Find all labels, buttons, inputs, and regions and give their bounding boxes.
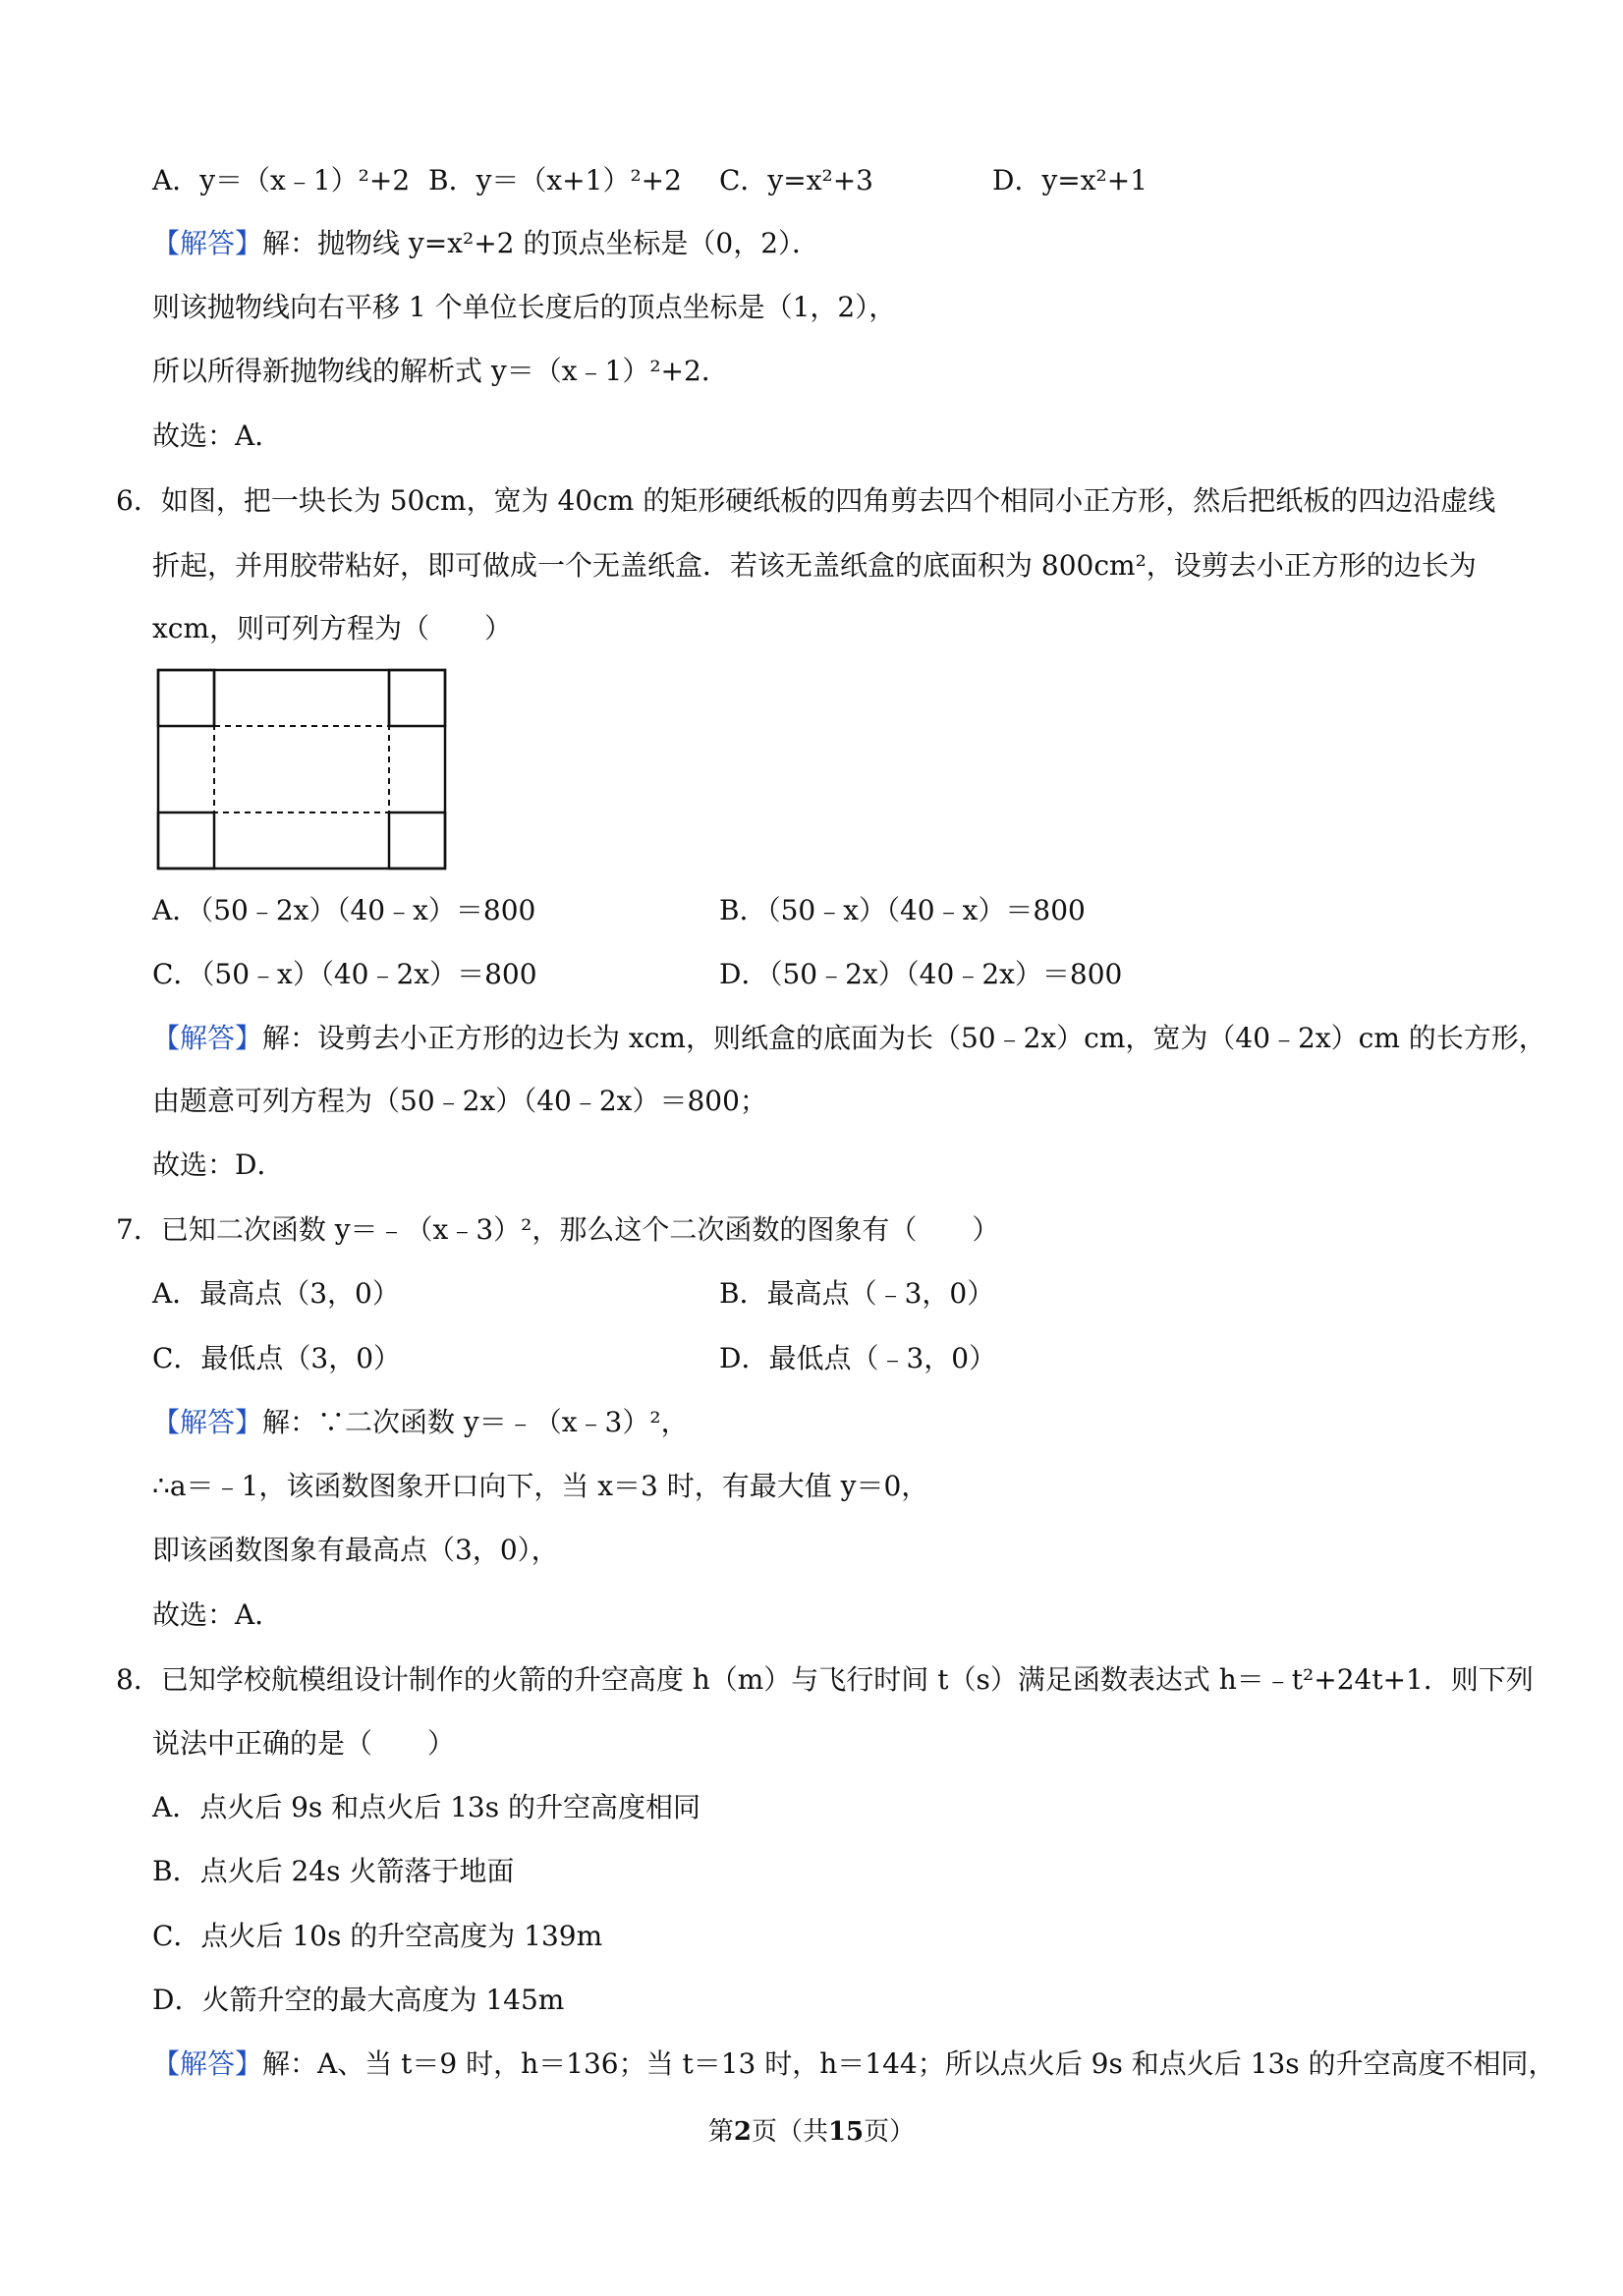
q6-question-line-2: 折起，并用胶带粘好，即可做成一个无盖纸盒．若该无盖纸盒的底面积为 800cm²，设剪去小正方形的边长为: [152, 549, 1477, 582]
q7-option-b: B．最高点（﹣3，0）: [719, 1277, 995, 1310]
q5-option-c: C．y=x²+3: [719, 164, 873, 196]
q5-answer-line-4: 故选：A．: [152, 420, 283, 452]
q7-answer-line-2: ∴a＝﹣1，该函数图象开口向下，当 x＝3 时，有最大值 y＝0，: [152, 1470, 929, 1502]
q6-answer-line-3: 故选：D．: [152, 1148, 285, 1181]
q5-option-b: B．y＝（x+1）²+2: [428, 164, 682, 196]
corner-square-bottom-right: [389, 812, 445, 868]
q6-option-d: D．（50﹣2x）（40﹣2x）＝800: [719, 958, 1123, 990]
q5-answer-line-2: 则该抛物线向右平移 1 个单位长度后的顶点坐标是（1，2），: [152, 291, 897, 323]
q7-answer-tag: 【解答】: [152, 1406, 263, 1438]
q6-question-line-1: 6．如图，把一块长为 50cm，宽为 40cm 的矩形硬纸板的四角剪去四个相同小正方形，然后把纸板的四边沿虚线: [116, 484, 1496, 517]
q5-option-a: A．y＝（x﹣1）²+2: [152, 164, 411, 196]
q7-answer-line-3: 即该函数图象有最高点（3，0），: [152, 1534, 559, 1566]
corner-square-top-right: [389, 670, 445, 726]
q6-answer-tag: 【解答】: [152, 1022, 263, 1054]
corner-square-top-left: [158, 670, 214, 726]
q7-option-d: D．最低点（﹣3，0）: [719, 1342, 997, 1374]
q7-question-line-1: 7．已知二次函数 y＝﹣（x﹣3）²，那么这个二次函数的图象有（ ）: [116, 1213, 1000, 1246]
q5-answer-line-3: 所以所得新抛物线的解析式 y＝（x﹣1）²+2．: [152, 355, 729, 387]
q5-option-d: D．y=x²+1: [992, 164, 1148, 196]
q7-option-c: C．最低点（3，0）: [152, 1342, 402, 1374]
q5-answer-line-1: 【解答】解：抛物线 y=x²+2 的顶点坐标是（0，2）．: [152, 227, 820, 259]
page-number: 2: [733, 2117, 752, 2147]
q7-answer-line-4: 故选：A．: [152, 1598, 283, 1631]
q6-option-b: B．（50﹣x）（40﹣x）＝800: [719, 894, 1086, 926]
q6-answer-line-1: 【解答】解：设剪去小正方形的边长为 xcm，则纸盒的底面为长（50﹣2x）cm，宽为（40﹣2x）cm 的长方形，: [152, 1022, 1546, 1054]
cardboard-outline: [158, 670, 445, 868]
q7-answer-line-1: 【解答】解：∵二次函数 y＝﹣（x﹣3）²，: [152, 1406, 689, 1438]
q6-answer-line-2: 由题意可列方程为（50﹣2x）（40﹣2x）＝800；: [152, 1085, 767, 1117]
corner-square-bottom-left: [158, 812, 214, 868]
q8-option-d: D．火箭升空的最大高度为 145m: [152, 1984, 565, 2016]
q6-option-a: A．（50﹣2x）（40﹣x）＝800: [152, 894, 536, 926]
q8-answer-line-1: 【解答】解：A、当 t＝9 时，h＝136；当 t＝13 时，h＝144；所以点火后 9s 和点火后 13s 的升空高度不相同，: [152, 2047, 1556, 2080]
fold-dashed-rectangle: [214, 726, 389, 812]
page-total: 15: [827, 2117, 865, 2147]
q5-answer-tag: 【解答】: [152, 227, 263, 259]
page-footer: 第2页（共15页）: [707, 2117, 916, 2147]
q8-question-line-2: 说法中正确的是（ ）: [152, 1727, 456, 1760]
q8-question-line-1: 8．已知学校航模组设计制作的火箭的升空高度 h（m）与飞行时间 t（s）满足函数表达式 h＝﹣t²+24t+1．则下列: [116, 1663, 1534, 1696]
q7-option-a: A．最高点（3，0）: [152, 1277, 400, 1310]
q8-answer-tag: 【解答】: [152, 2047, 263, 2080]
q8-option-b: B．点火后 24s 火箭落于地面: [152, 1855, 515, 1887]
q8-option-c: C．点火后 10s 的升空高度为 139m: [152, 1920, 603, 1952]
q8-option-a: A．点火后 9s 和点火后 13s 的升空高度相同: [152, 1791, 701, 1823]
cardboard-figure: [156, 668, 447, 870]
q6-question-line-3: xcm，则可列方程为（ ）: [152, 612, 513, 644]
q6-option-c: C．（50﹣x）（40﹣2x）＝800: [152, 958, 537, 990]
